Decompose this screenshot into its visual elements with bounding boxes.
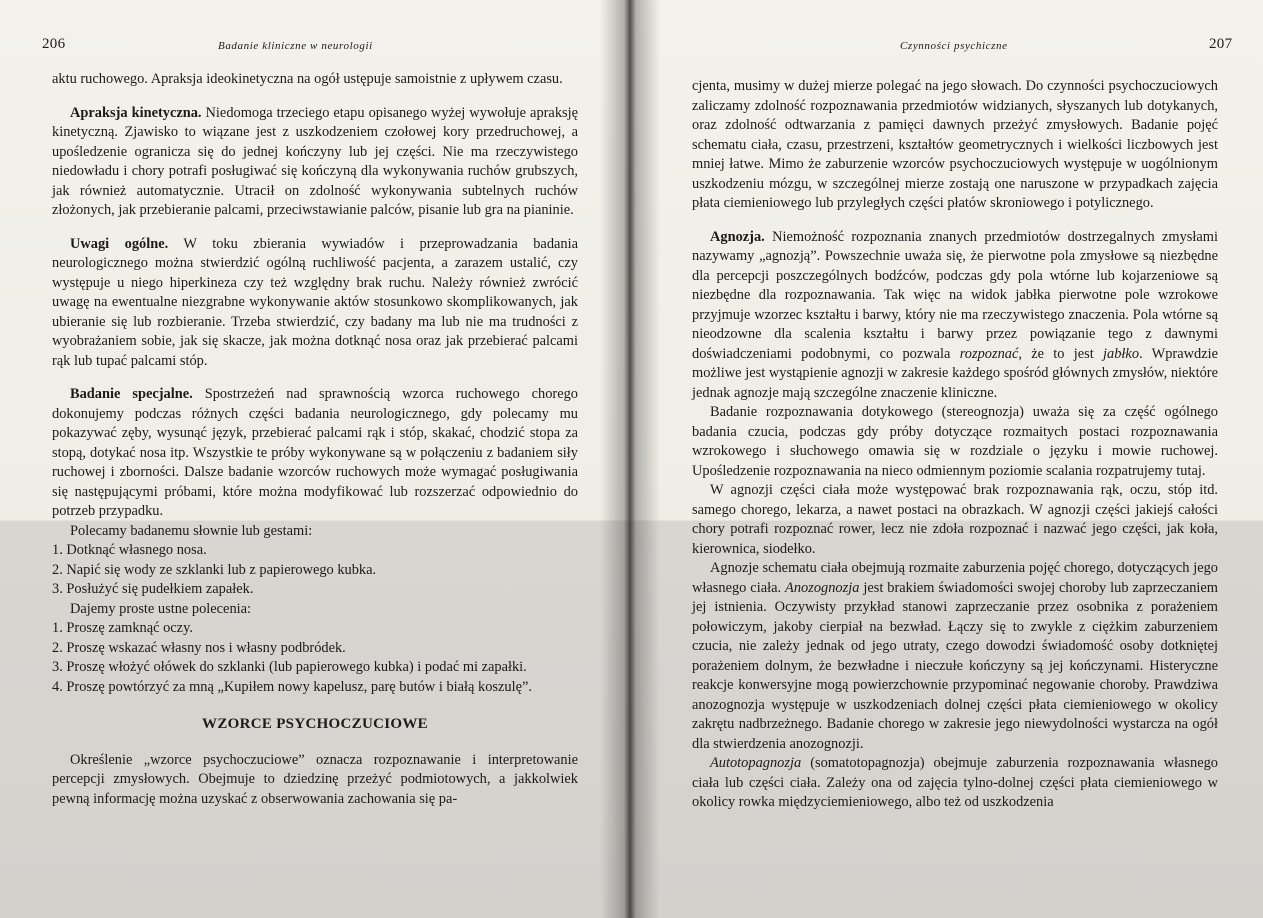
paragraph-continuation: cjenta, musimy w dużej mierze polegać na jego słowach. Do czynności psychoczuciowych zaliczamy zdolność rozpoznawania przedmiotów widzianych, słyszanych lub dotykanych, oraz zdolność odtwarzania z pamięci dawnych przeżyć zmysłowych. Badanie pojęć schematu ciała, czasu, przestrzeni, kształtów geometrycznych i wielkości liczbowych jest mniej łatwe. Mimo że zaburzenie wzorców psychoczuciowych występuje w uogólnionym uszkodzeniu mózgu, w szczególnej mierze zostają one naruszone w przypadkach zajęcia płata ciemieniowego lub przyległych części płatów skroniowego i potylicznego. bbox=[692, 78, 1218, 211]
paragraph-polecamy: Polecamy badanemu słownie lub gestami: bbox=[70, 522, 313, 539]
list-item: 3. Proszę włożyć ołówek do szklanki (lub papierowego kubka) i podać mi zapałki. bbox=[52, 659, 527, 675]
paragraph-heading: Apraksja kinetyczna. bbox=[70, 104, 202, 121]
right-page-body bbox=[692, 77, 1218, 813]
paragraph-text: Niedomoga trzeciego etapu opisanego wyżej wywołuje apraksję kinetyczną. Zjawisko to wiązane jest z uszkodzeniem czołowej kory przedruchowej, a upośledzenie ogranicza się do jednej kończyny lub jej części. Nie ma rzeczywistego niedowładu i chory potrafi posługiwać się kończyną dla wykonywania ruchów grubszych, jak również automatycznie. Utracił on zdolność wykonywania subtelnych ruchów złożonych, jak przebieranie palcami, przeciwstawianie palców, pisanie lub gra na pianinie. bbox=[52, 104, 578, 218]
page-number-right: 207 bbox=[1209, 36, 1233, 52]
list-item: 2. Napić się wody ze szklanki lub z papierowego kubka. bbox=[52, 561, 377, 578]
paragraph-uwagi-ogolne bbox=[52, 235, 578, 372]
list-item: 2. Proszę wskazać własny nos i własny podbródek. bbox=[52, 639, 346, 656]
paragraph-agnozja: Agnozja. Niemożność rozpoznania znanych przedmiotów dostrzegalnych zmysłami nazywamy „agnozją”. Powszechnie uważa się, że pierwotne pola zmysłowe są niezbędne dla percepcji poszczególnych bodźców, podczas gdy pola wtórne lub kojarzeniowe są niezbędne dla rozpoznawania. Tak więc na widok jabłka pierwotne pole wzrokowe przyjmuje wzorzec kształtu i barwy, który nie ma rzeczywistego znaczenia. Pola wtórne są nieodzowne dla scalenia kształtu i barwy przez powiązanie tego z dawnymi doświadczeniami podobnymi, co pozwala rozpoznać, że to jest jabłko. Wprawdzie możliwe jest wystąpienie agnozji w zakresie każdego spośród głównych zmysłów, niektóre jednak agnozje mają szczególne znaczenie kliniczne. bbox=[692, 228, 1218, 401]
paragraph-text: Spostrzeżeń nad sprawnością wzorca ruchowego chorego dokonujemy podczas różnych części badania neurologicznego, gdy polecamy mu pokazywać zęby, wysunąć język, przebierać palcami rąk i stóp, skakać, chodzić stopa za stopą, dotykać nosa itp. Wszystkie te próby wykonywane są w połączeniu z badaniem siły ruchowej i zborności. Dalsze badanie wzorców ruchowych może wymagać posługiwania się następującymi próbami, które można modyfikować lub rozszerzać odpowiednio do potrzeb przypadku. bbox=[52, 386, 578, 519]
paragraph-agnozja-czesci-ciala: W agnozji części ciała może występować brak rozpoznawania rąk, oczu, stóp itd. samego chorego, lekarza, a nawet postaci na obrazkach. W agnozji części jakiejś całości chory potrafi rozpoznać rower, lecz nie zdoła rozpoznać i nazwać jego części, jak koła, kierownica, siodełko. bbox=[692, 482, 1218, 557]
paragraph-stereognozja: Badanie rozpoznawania dotykowego (stereognozja) uważa się za część ogólnego badania czucia, podczas gdy próby dotyczące rozmaitych postaci rozpoznawania wzrokowego i słuchowego omawia się w rozdziale o języku i mowie ruchowej. Upośledzenie rozpoznawania na nieco odmiennym poziomie scalania rozpatrujemy tutaj. bbox=[692, 404, 1218, 479]
list-commands-verbal bbox=[52, 619, 578, 697]
running-title-right: Czynności psychiczne bbox=[900, 40, 1008, 52]
paragraph-anozognozja: Agnozje schematu ciała obejmują rozmaite zaburzenia pojęć chorego, dotyczących jego własnego ciała. Anozognozja jest brakiem świadomości swojej choroby lub zaprzeczaniem jej istnienia. Oczywisty przykład stanowi zaprzeczanie przez osobnika z porażeniem połowiczym, jakoby cierpiał na bezwład. Łączy się to zwykle z ciężkim zaburzeniem czucia, nie zależy jednak od jego utraty, czego dowodzi świadomość osoby dotkniętej porażeniem dolnym, że bezwładne i nieczułe kończyny są jej kończynami. Histeryczne reakcje konwersyjne mogą powierzchownie przypominać negowanie choroby. Prawdziwa anozognozja występuje w uszkodzeniach dolnej części płata ciemieniowego w okolicy zakrętu nadbrzeżnego. Badanie chorego w zakresie jego niewydolności wystarcza na ogół dla stwierdzenia anozognozji. bbox=[692, 560, 1218, 752]
paragraph-text: W toku zbierania wywiadów i przeprowadzania badania neurologicznego można stwierdzić ogólną ruchliwość pacjenta, a zarazem ustalić, czy występuje u niego hiperkineza czy też względny brak ruchu. Należy również zwrócić uwagę na ewentualne niezgrabne wykonywanie aktów stosunkowo skomplikowanych, jak ubieranie się lub rozbieranie. Trzeba stwierdzić, czy badany ma lub nie ma trudności z wyobrażaniem sobie, jak się skacze, jak można dotknąć nosa oraz jak przebierać palcami rąk lub tupać palcami stóp. bbox=[52, 235, 578, 369]
list-commands-gesture bbox=[52, 541, 578, 600]
list-item: 1. Dotknąć własnego nosa. bbox=[52, 542, 207, 558]
section-heading: WZORCE PSYCHOCZUCIOWE bbox=[202, 716, 428, 732]
running-title-left: Badanie kliniczne w neurologii bbox=[218, 40, 373, 52]
left-page-body bbox=[52, 70, 578, 809]
left-page bbox=[0, 0, 626, 918]
list-item: 3. Posłużyć się pudełkiem zapałek. bbox=[52, 581, 254, 597]
paragraph-autotopagnozja: Autotopagnozja (somatotopagnozja) obejmuje zaburzenia rozpoznawania własnego ciała lub części ciała. Zależy ona od zajęcia tylno-dolnej części płata ciemieniowego w okolicy rowka międzyciemieniowego, albo też od uszkodzenia bbox=[692, 755, 1218, 810]
paragraph-badanie-specjalne bbox=[52, 385, 578, 522]
paragraph-okreslenie: Określenie „wzorce psychoczuciowe” oznacza rozpoznawanie i interpretowanie percepcji zmysłowych. Obejmuje to dziedzinę przeżyć podmiotowych, a jakkolwiek pewną informację można uzyskać z obserwowania zachowania się pa- bbox=[52, 751, 578, 807]
paragraph-heading: Agnozja. bbox=[710, 228, 765, 245]
list-item: 4. Proszę powtórzyć za mną „Kupiłem nowy kapelusz, parę butów i białą koszulę”. bbox=[52, 678, 532, 695]
list-item: 1. Proszę zamknąć oczy. bbox=[52, 620, 193, 636]
paragraph-dajemy: Dajemy proste ustne polecenia: bbox=[70, 600, 252, 617]
paragraph-heading: Badanie specjalne. bbox=[70, 386, 193, 402]
paragraph-heading: Uwagi ogólne. bbox=[70, 235, 169, 252]
paragraph-apraksja-kinetyczna bbox=[52, 104, 578, 221]
paragraph-continuation: aktu ruchowego. Apraksja ideokinetyczna na ogół ustępuje samoistnie z upływem czasu. bbox=[52, 71, 563, 87]
right-page bbox=[626, 0, 1263, 918]
page-number-left: 206 bbox=[42, 36, 66, 52]
